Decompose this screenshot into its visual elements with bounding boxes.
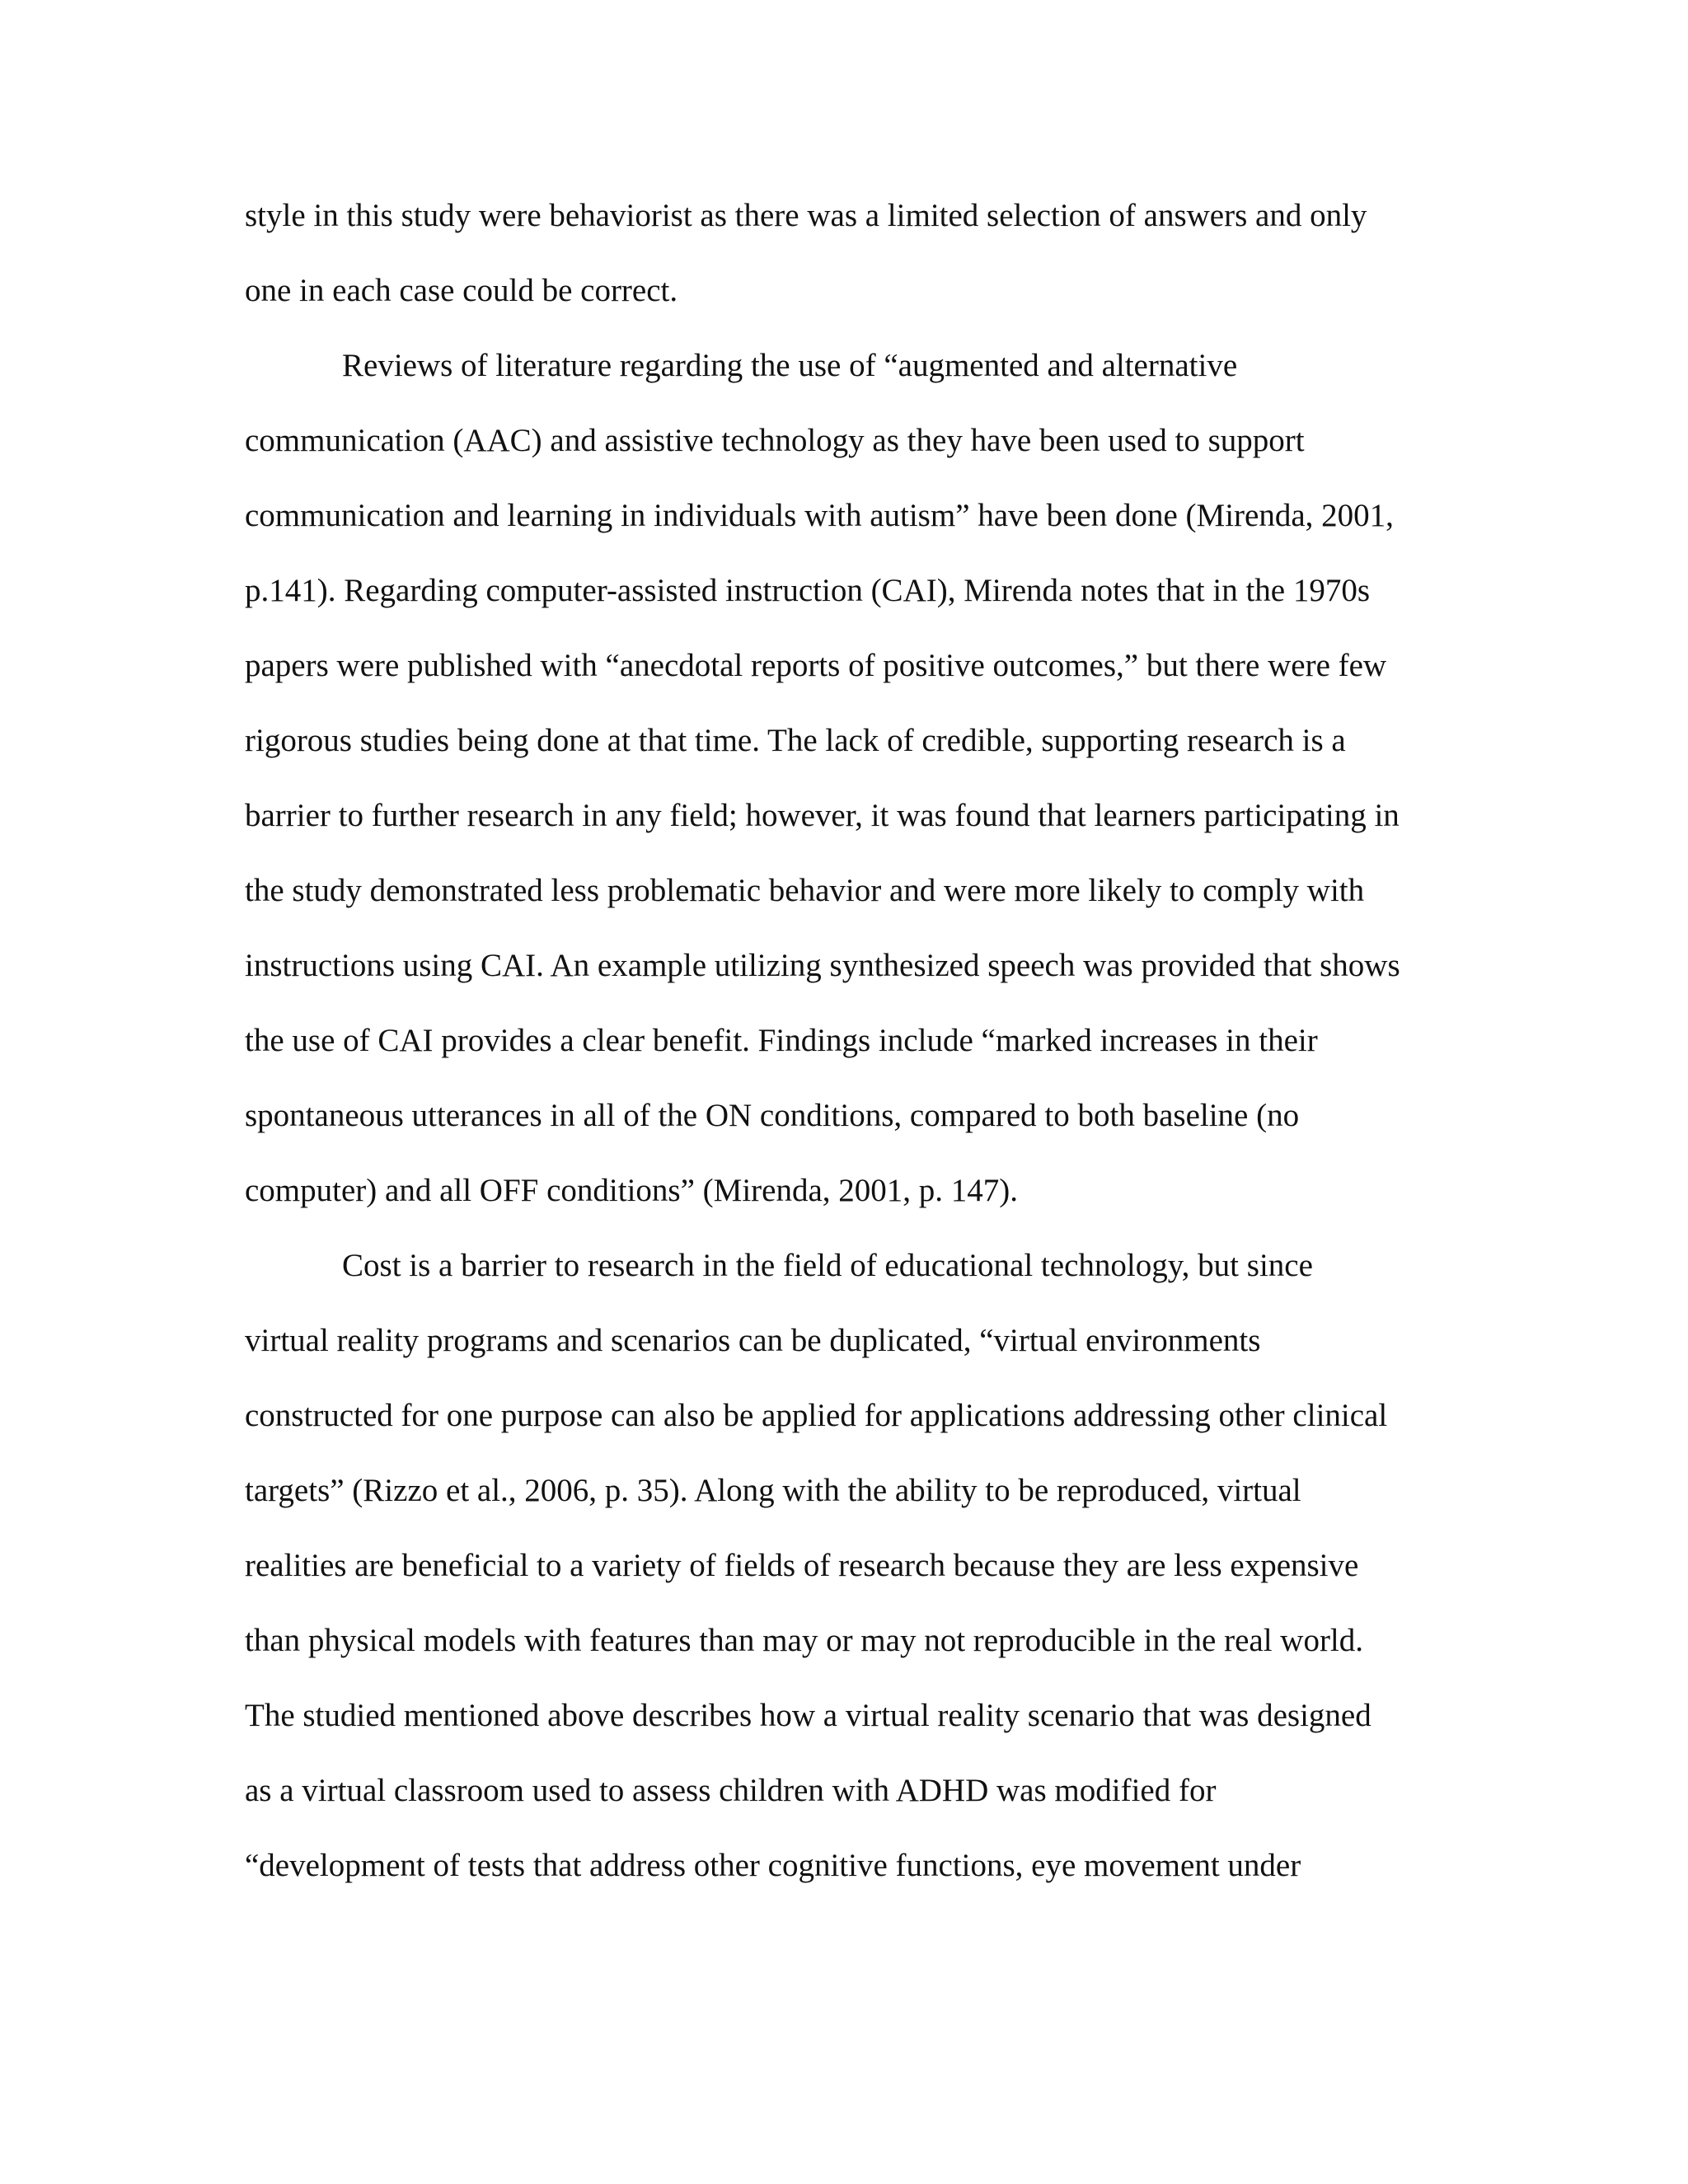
text-line: realities are beneficial to a variety of fields of research because they are less expensive <box>245 1548 1359 1583</box>
text-line: The studied mentioned above describes how a virtual reality scenario that was designed <box>245 1698 1372 1733</box>
text-line: the use of CAI provides a clear benefit. Findings include “marked increases in their <box>245 1023 1318 1058</box>
text-line: style in this study were behaviorist as there was a limited selection of answers and only <box>245 198 1367 233</box>
text-line: barrier to further research in any field; however, it was found that learners participating in <box>245 798 1400 833</box>
text-line: targets” (Rizzo et al., 2006, p. 35). Along with the ability to be reproduced, virtual <box>245 1473 1301 1508</box>
text-line: communication and learning in individuals with autism” have been done (Mirenda, 2001, <box>245 498 1394 533</box>
text-line: papers were published with “anecdotal reports of positive outcomes,” but there were few <box>245 648 1387 683</box>
text-line: the study demonstrated less problematic behavior and were more likely to comply with <box>245 873 1365 908</box>
text-line: rigorous studies being done at that time. The lack of credible, supporting research is a <box>245 723 1346 758</box>
text-line: virtual reality programs and scenarios can be duplicated, “virtual environments <box>245 1323 1261 1358</box>
text-line: than physical models with features than may or may not reproducible in the real world. <box>245 1623 1364 1658</box>
text-line: instructions using CAI. An example utilizing synthesized speech was provided that shows <box>245 948 1400 983</box>
text-line: computer) and all OFF conditions” (Mirenda, 2001, p. 147). <box>245 1173 1018 1208</box>
text-line: communication (AAC) and assistive technology as they have been used to support <box>245 423 1305 458</box>
text-line: one in each case could be correct. <box>245 273 678 308</box>
text-line: “development of tests that address other cognitive functions, eye movement under <box>245 1848 1301 1883</box>
text-line: as a virtual classroom used to assess children with ADHD was modified for <box>245 1773 1217 1808</box>
text-line: constructed for one purpose can also be applied for applications addressing other clinical <box>245 1398 1388 1433</box>
text-line: p.141). Regarding computer-assisted instruction (CAI), Mirenda notes that in the 1970s <box>245 573 1371 608</box>
text-line: spontaneous utterances in all of the ON conditions, compared to both baseline (no <box>245 1098 1300 1133</box>
paragraph-first-line: Reviews of literature regarding the use of “augmented and alternative <box>342 348 1238 383</box>
paragraph-first-line: Cost is a barrier to research in the field of educational technology, but since <box>342 1248 1313 1283</box>
